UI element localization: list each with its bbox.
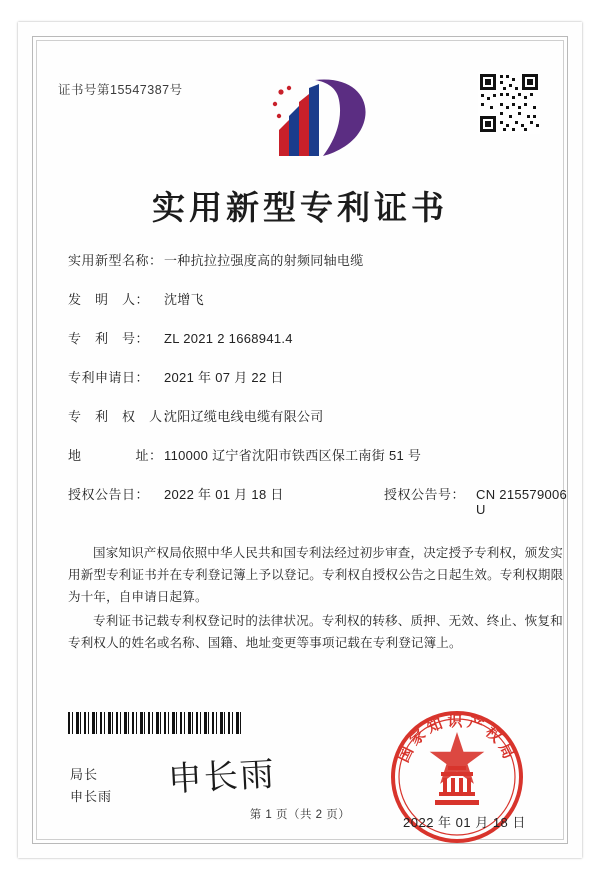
field-label: 实用新型名称： [68, 253, 163, 268]
page-title: 实用新型专利证书 [152, 188, 448, 227]
grant-number-label: 授权公告号： [384, 487, 466, 502]
svg-text:国家知识产权局: 国家知识产权局 [394, 712, 520, 766]
signature-name: 申长雨 [70, 789, 113, 804]
field-label: 专 利 权 人： [68, 409, 177, 424]
field-value: 2021 年 07 月 22 日 [164, 370, 284, 385]
grant-date-label: 授权公告日： [68, 487, 150, 502]
field-label: 发 明 人： [68, 292, 150, 307]
field-row [68, 289, 568, 308]
certificate-paper [18, 22, 582, 858]
field-label: 地 址： [68, 448, 163, 463]
field-row [68, 328, 568, 347]
qr-code-icon [478, 72, 540, 134]
field-label: 专利申请日： [68, 370, 150, 385]
field-value: 沈阳辽缆电线电缆有限公司 [164, 409, 324, 424]
legal-paragraph: 专利证书记载专利权登记时的法律状况。专利权的转移、质押、无效、终止、恢复和专利权人的姓名或名称、国籍、地址变更等事项记载在专利登记簿上。 [68, 614, 563, 650]
field-value: 110000 辽宁省沈阳市铁西区保工南街 51 号 [164, 448, 422, 463]
field-label: 专 利 号： [68, 331, 150, 346]
field-row [68, 406, 568, 425]
handwritten-signature: 申长雨 [166, 754, 277, 800]
grant-row [68, 484, 568, 517]
field-row [68, 250, 568, 269]
barcode [68, 712, 243, 734]
field-row [68, 445, 568, 464]
legal-paragraph: 国家知识产权局依照中华人民共和国专利法经过初步审查，决定授予专利权，颁发实用新型专利证书并在专利登记簿上予以登记。专利权自授权公告之日起生效。专利权期限为十年，自申请日起算。 [68, 546, 564, 604]
grant-number-value: CN 215579006 U [476, 487, 568, 517]
field-value: 沈增飞 [164, 292, 204, 307]
signature-role-label: 局长 [70, 767, 99, 782]
field-row [68, 367, 568, 386]
field-list [68, 250, 568, 537]
legal-text [68, 542, 568, 656]
certificate-number: 证书号第15547387号 [58, 83, 183, 97]
field-value: 一种抗拉拉强度高的射频同轴电缆 [164, 253, 364, 268]
field-value: ZL 2021 2 1668941.4 [164, 331, 293, 346]
cnipa-logo-icon [265, 70, 373, 162]
seal-date: 2022 年 01 月 18 日 [403, 815, 526, 830]
page-number: 第 1 页（共 2 页） [249, 809, 351, 821]
grant-date-value: 2022 年 01 月 18 日 [164, 487, 284, 502]
